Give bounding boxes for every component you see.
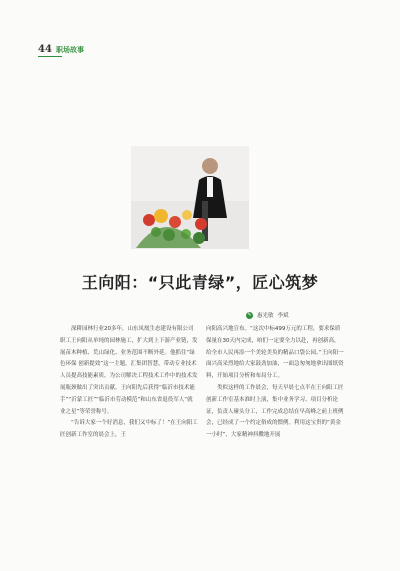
left-column <box>60 324 198 442</box>
paragraph: 类似这样的工作晨会，每天早晨七点半在王向阳工匠创新工作室基本准时上演，集中业务学习、项目分析论证，负责人碰头分工，工作完成总结在早高峰之前上班例会，已经成了一个约定俗成的惯例。利用这宝贵的“黄金一小时”，大家精神抖擞地开展 <box>206 384 344 439</box>
author-name: 惠光敏 <box>257 313 274 319</box>
article-title: 王向阳：“只此青绿”，匠心筑梦 <box>81 273 319 292</box>
speaker-photo-illustration <box>131 146 249 249</box>
paragraph: “告诉大家一个好消息，我们又中标了！”在王向阳工匠创新工作室的晨会上，王 <box>60 420 198 439</box>
section-label: 职场故事 <box>56 46 84 54</box>
article-photo <box>131 146 249 249</box>
page-number: 44 <box>38 44 52 55</box>
paragraph: 深耕园林行业20多年，山东凤凰生态建设有限公司职工王向阳从单纯的园林施工，扩大到上下游产业链，发展苗木种植、荒山绿化、业务范围不断外延。他抓住“绿色环保 创新提效”这一主题，汇集团智慧，带动专业技术人员提高技能素质，为公司解决工程技术工作中的技术发展瓶颈做出了突出贡献。王向阳先后获得“临沂市技术能手”“沂蒙工匠”“临沂市劳动模范”和山东省退役军人“就业之星”等荣誉称号。 <box>60 326 198 415</box>
right-column <box>206 324 344 442</box>
section-divider <box>38 56 62 57</box>
author-name: 李斌 <box>277 313 289 319</box>
byline <box>246 311 289 319</box>
paragraph: 向阳高兴地宣布。“这次中标499万元的工程，要求保质保量在30天内完成，咱们一定要全力以赴，再创新高，给全市人民再添一个美轮美奂的精品口袋公园。”王向阳一面兴高采烈地给大家鼓劲加油，一面急匆匆地拿出图纸资料，开始项目分析和布局分工。 <box>206 326 344 380</box>
author-icon: ✎ <box>247 312 252 318</box>
